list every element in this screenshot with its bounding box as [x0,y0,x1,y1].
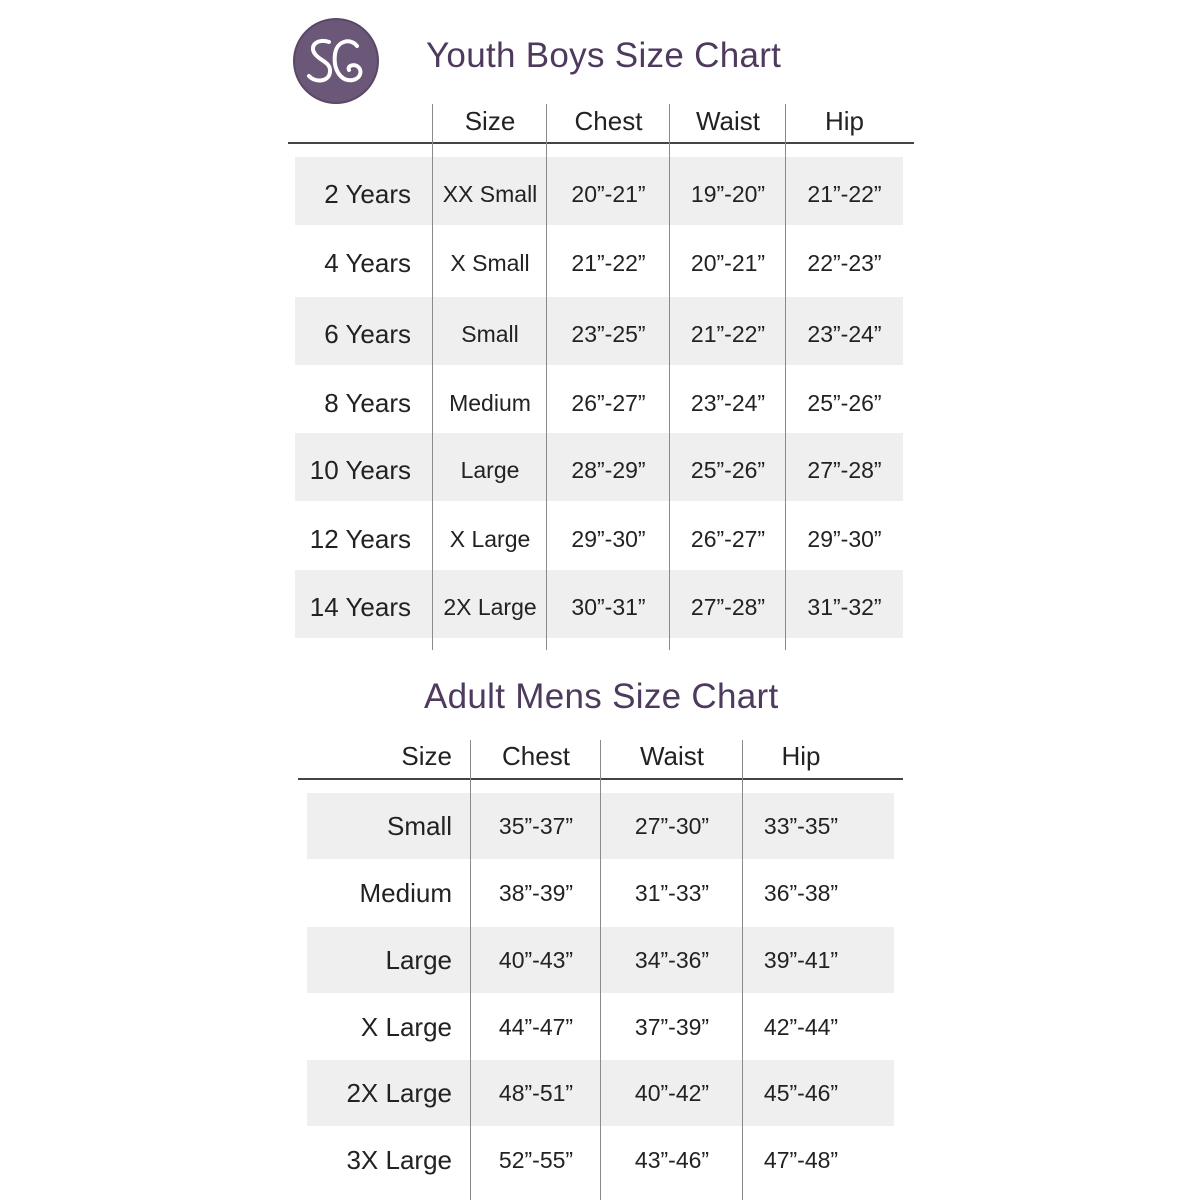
youth-cell-chest: 28”-29” [571,457,646,483]
youth-cell-age: 8 Years [324,388,411,418]
adult-cell-hip: 42”-44” [763,1014,839,1040]
adult-cell-hip: 47”-48” [763,1147,839,1173]
youth-cell-hip: 25”-26” [807,390,882,416]
youth-cell-waist: 21”-22” [690,321,766,347]
youth-header-size: Size [464,106,516,136]
youth-cell-age: 14 Years [309,592,411,622]
youth-cell-hip: 27”-28” [807,457,882,483]
youth-cell-waist: 26”-27” [690,526,766,552]
adult-column-divider [600,740,601,1200]
sg-monogram-icon [295,20,377,102]
adult-cell-chest: 52”-55” [498,1147,574,1173]
youth-cell-size: X Large [449,526,531,552]
youth-cell-size: Large [460,457,520,483]
youth-cell-age: 10 Years [309,455,411,485]
youth-cell-age: 2 Years [324,179,411,209]
youth-cell-hip: 22”-23” [807,250,882,276]
adult-cell-waist: 40”-42” [634,1080,710,1106]
adult-header-size: Size [401,741,452,771]
youth-cell-chest: 20”-21” [571,181,646,207]
adult-cell-waist: 31”-33” [634,880,710,906]
adult-cell-size: X Large [360,1012,452,1042]
adult-cell-waist: 27”-30” [634,813,710,839]
adult-cell-size: Small [386,811,452,841]
youth-cell-hip: 21”-22” [807,181,882,207]
adult-cell-hip: 36”-38” [763,880,839,906]
adult-cell-size: Medium [359,878,452,908]
youth-chart-title: Youth Boys Size Chart [426,36,782,75]
youth-cell-hip: 29”-30” [807,526,882,552]
adult-column-divider [470,740,471,1200]
adult-cell-waist: 34”-36” [634,947,710,973]
youth-header-hip: Hip [824,106,864,136]
brand-logo [293,18,379,104]
adult-chart-title: Adult Mens Size Chart [424,677,779,716]
youth-cell-size: 2X Large [443,594,537,620]
adult-cell-waist: 37”-39” [634,1014,710,1040]
adult-cell-chest: 38”-39” [498,880,574,906]
youth-cell-chest: 30”-31” [571,594,646,620]
youth-cell-chest: 21”-22” [571,250,646,276]
youth-cell-chest: 23”-25” [571,321,646,347]
youth-cell-age: 6 Years [324,319,411,349]
youth-header-chest: Chest [574,106,643,136]
adult-cell-size: Large [385,945,452,975]
youth-cell-waist: 23”-24” [690,390,766,416]
youth-header-waist: Waist [695,106,761,136]
youth-cell-waist: 20”-21” [690,250,766,276]
adult-cell-hip: 45”-46” [763,1080,839,1106]
youth-cell-hip: 23”-24” [807,321,882,347]
youth-cell-hip: 31”-32” [807,594,882,620]
youth-cell-size: XX Small [442,181,538,207]
adult-header-chest: Chest [502,741,570,771]
adult-cell-hip: 33”-35” [763,813,839,839]
adult-header-hip: Hip [781,741,821,771]
youth-cell-waist: 19”-20” [690,181,766,207]
youth-cell-chest: 29”-30” [571,526,646,552]
adult-cell-chest: 44”-47” [498,1014,574,1040]
adult-cell-waist: 43”-46” [634,1147,710,1173]
youth-cell-size: X Small [450,250,530,276]
adult-cell-chest: 35”-37” [498,813,574,839]
adult-cell-size: 2X Large [346,1078,452,1108]
adult-column-divider [742,740,743,1200]
youth-header-rule [288,142,914,144]
adult-cell-size: 3X Large [346,1145,452,1175]
adult-cell-chest: 40”-43” [498,947,574,973]
adult-header-waist: Waist [639,741,705,771]
adult-cell-chest: 48”-51” [498,1080,574,1106]
youth-cell-age: 4 Years [324,248,411,278]
youth-cell-waist: 25”-26” [690,457,766,483]
youth-cell-age: 12 Years [309,524,411,554]
adult-cell-hip: 39”-41” [763,947,839,973]
youth-cell-size: Medium [449,390,531,416]
youth-cell-waist: 27”-28” [690,594,766,620]
youth-cell-size: Small [461,321,519,347]
youth-cell-chest: 26”-27” [571,390,646,416]
